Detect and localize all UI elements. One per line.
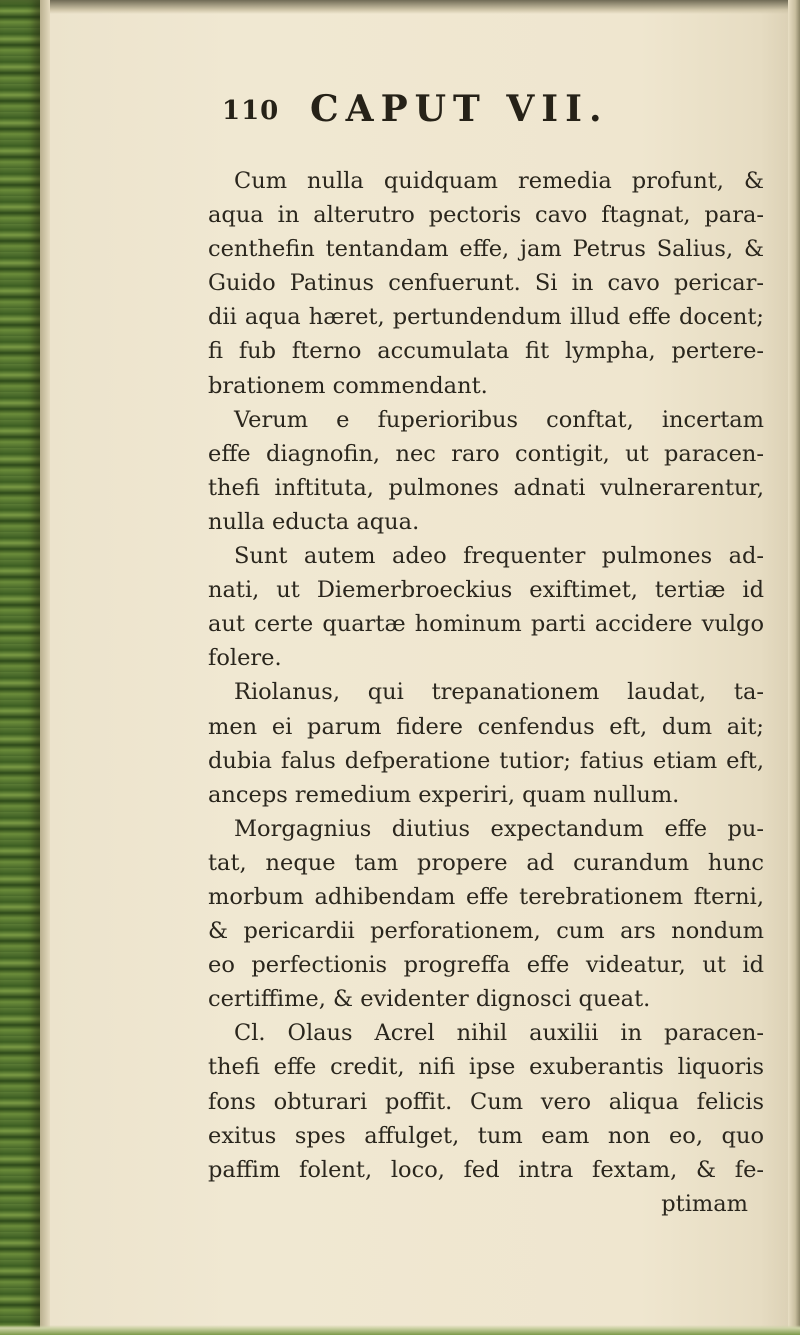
text-line: aqua in alterutro pectoris cavo ftagnat, para- xyxy=(208,202,764,229)
text-line: paffim folent, loco, fed intra fextam, & fe- xyxy=(208,1156,764,1183)
page-top-shadow xyxy=(0,0,800,14)
book-binding xyxy=(0,0,40,1335)
text-line: thefi effe credit, nifi ipse exuberantis liquoris xyxy=(208,1054,764,1081)
text-line: nulla educta aqua. xyxy=(208,508,420,535)
running-head: CAPUT VII. xyxy=(310,88,609,130)
text-line: folere. xyxy=(208,645,282,672)
page-header xyxy=(222,88,742,138)
text-line: anceps remedium experiri, quam nullum. xyxy=(208,781,680,808)
text-line: Riolanus, qui trepanationem laudat, ta- xyxy=(234,679,764,706)
text-line: brationem commendant. xyxy=(208,372,488,399)
page-number: 110 xyxy=(222,96,280,126)
text-line: dii aqua hæret, pertundendum illud effe docent; xyxy=(208,304,764,331)
text-line: Verum e fuperioribus conftat, incertam xyxy=(234,406,764,433)
text-line: Cum nulla quidquam remedia profunt, & xyxy=(234,168,764,194)
catchword: ptimam xyxy=(661,1190,748,1217)
binding-gutter xyxy=(40,0,50,1335)
text-line: Morgagnius diutius expectandum effe pu- xyxy=(234,815,764,842)
text-line: eo perfectionis progreffa effe videatur, ut id xyxy=(208,952,764,979)
text-line: & pericardii perforationem, cum ars nondum xyxy=(208,918,764,945)
text-line: nati, ut Diemerbroeckius exiftimet, tertiæ id xyxy=(208,577,764,604)
text-line: centhefin tentandam effe, jam Petrus Salius, & xyxy=(208,236,764,263)
text-line: Cl. Olaus Acrel nihil auxilii in paracen- xyxy=(234,1020,764,1047)
text-line: morbum adhibendam effe terebrationem fterni, xyxy=(208,883,764,910)
text-line: thefi inftituta, pulmones adnati vulnerarentur, xyxy=(208,474,764,501)
body-text xyxy=(208,164,764,1221)
text-line: Guido Patinus cenfuerunt. Si in cavo pericar- xyxy=(208,270,764,297)
text-line: certiffime, & evidenter dignosci queat. xyxy=(208,986,651,1013)
text-line: Sunt autem adeo frequenter pulmones ad- xyxy=(234,543,764,570)
text-line: effe diagnofin, nec raro contigit, ut paracen- xyxy=(208,440,764,467)
text-line: fons obturari poffit. Cum vero aliqua felicis xyxy=(208,1088,764,1115)
text-line: fi fub fterno accumulata fit lympha, pertere- xyxy=(208,338,764,365)
text-line: men ei parum fidere cenfendus eft, dum ait; xyxy=(208,713,764,740)
page-bottom-edge xyxy=(0,1325,800,1335)
text-line: exitus spes affulget, tum eam non eo, quo xyxy=(208,1122,764,1149)
page-right-edge xyxy=(788,0,800,1335)
text-line: aut certe quartæ hominum parti accidere vulgo xyxy=(208,611,764,638)
text-line: tat, neque tam propere ad curandum hunc xyxy=(208,849,764,876)
text-line: dubia falus defperatione tutior; fatius etiam eft, xyxy=(208,747,764,774)
